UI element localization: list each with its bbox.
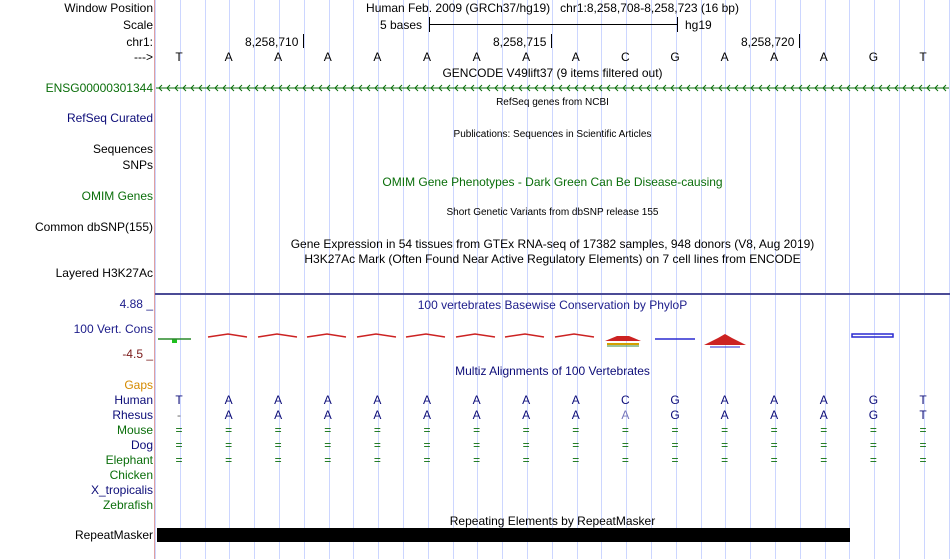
alignment-base: = <box>869 423 877 437</box>
reference-base: A <box>472 50 481 64</box>
reference-base: T <box>175 50 183 64</box>
alignment-base: T <box>919 408 927 422</box>
cons-mark <box>852 334 893 337</box>
alignment-base: = <box>522 423 530 437</box>
alignment-base: = <box>522 453 530 467</box>
alignment-base: = <box>572 438 580 452</box>
alignment-base: = <box>423 423 431 437</box>
window-position-text <box>155 1 950 15</box>
reference-base: T <box>919 50 927 64</box>
reference-base: A <box>522 50 531 64</box>
species-label[interactable]: Zebrafish <box>102 498 153 512</box>
alignment-base: = <box>820 438 828 452</box>
species-label[interactable]: Mouse <box>116 423 153 437</box>
cons-mark <box>208 334 247 337</box>
alignment-base: = <box>473 453 481 467</box>
cons-mark <box>704 334 746 345</box>
omim-track-label[interactable]: OMIM Genes <box>81 189 153 203</box>
gaps-label[interactable]: Gaps <box>124 378 153 392</box>
alignment-base: = <box>225 438 233 452</box>
alignment-base: A <box>472 393 481 407</box>
repeatmasker-track-label[interactable]: RepeatMasker <box>74 528 153 542</box>
alignment-base: A <box>819 393 828 407</box>
ruler-tick <box>551 34 552 48</box>
cons-mark <box>258 334 297 337</box>
track-group-divider <box>155 293 950 295</box>
alignment-base: = <box>274 423 282 437</box>
reference-base: A <box>819 50 828 64</box>
alignment-base: G <box>868 408 879 422</box>
alignment-base: A <box>274 393 283 407</box>
repeatmasker-track-title: Repeating Elements by RepeatMasker <box>449 514 656 528</box>
gencode-gene-feature[interactable] <box>155 81 950 95</box>
reference-base: C <box>621 50 630 64</box>
reference-base: A <box>720 50 729 64</box>
window-position-label: Window Position <box>64 1 153 15</box>
alignment-base: = <box>820 453 828 467</box>
omim-track-title: OMIM Gene Phenotypes - Dark Green Can Be Disease-causing <box>382 175 723 189</box>
conservation-track-title: 100 vertebrates Basewise Conservation by PhyloP <box>417 298 688 312</box>
alignment-base: = <box>770 453 778 467</box>
alignment-base: = <box>721 438 729 452</box>
alignment-base: = <box>324 423 332 437</box>
alignment-base: = <box>770 438 778 452</box>
alignment-base: = <box>423 438 431 452</box>
gtex-track-title: Gene Expression in 54 tissues from GTEx RNA-seq of 17382 samples, 948 donors (V8, Aug 2019) <box>290 237 815 251</box>
alignment-base: = <box>225 423 233 437</box>
scale-line <box>430 24 678 25</box>
alignment-base: A <box>373 408 382 422</box>
reference-base: A <box>571 50 580 64</box>
alignment-base: = <box>274 438 282 452</box>
alignment-base: = <box>225 453 233 467</box>
alignment-base: T <box>175 393 183 407</box>
cons-mark <box>357 334 396 337</box>
alignment-base: = <box>473 438 481 452</box>
alignment-base: = <box>423 453 431 467</box>
alignment-base: = <box>721 423 729 437</box>
gencode-track-title: GENCODE V49lift37 (9 items filtered out) <box>442 66 663 80</box>
alignment-base: = <box>820 423 828 437</box>
alignment-base: = <box>373 438 381 452</box>
reference-base: A <box>422 50 431 64</box>
db-name: hg19 <box>685 18 712 32</box>
cons-min-value: -4.5 _ <box>122 347 153 361</box>
dbsnp-track-label[interactable]: Common dbSNP(155) <box>34 220 153 234</box>
alignment-base: A <box>422 393 431 407</box>
ruler-tick <box>799 34 800 48</box>
species-label[interactable]: Elephant <box>105 453 153 467</box>
alignment-base: = <box>721 453 729 467</box>
reference-base: A <box>373 50 382 64</box>
scale-text: 5 bases <box>380 18 423 32</box>
alignment-base: A <box>323 408 332 422</box>
species-label[interactable]: Human <box>114 393 153 407</box>
reference-base: A <box>770 50 779 64</box>
alignment-base: A <box>621 408 630 422</box>
reference-base: A <box>323 50 332 64</box>
alignment-base: A <box>522 408 531 422</box>
alignment-base: = <box>274 453 282 467</box>
alignment-base: = <box>373 423 381 437</box>
reference-base: A <box>274 50 283 64</box>
scale-label: Scale <box>122 18 153 32</box>
alignment-base: T <box>919 393 927 407</box>
alignment-base: = <box>324 453 332 467</box>
repeat-element[interactable] <box>157 528 850 542</box>
sequences-track-label[interactable]: Sequences <box>92 142 153 156</box>
alignment-base: A <box>819 408 828 422</box>
conservation-track-label[interactable]: 100 Vert. Cons <box>73 322 153 336</box>
h3k27ac-track-label[interactable]: Layered H3K27Ac <box>55 266 153 280</box>
multiz-track-title: Multiz Alignments of 100 Vertebrates <box>455 364 650 378</box>
alignment-base: C <box>621 393 630 407</box>
cons-max-value: 4.88 _ <box>119 297 153 311</box>
alignment-base: = <box>522 438 530 452</box>
cons-mark <box>406 334 445 337</box>
alignment-base: = <box>671 438 679 452</box>
assembly-name: Human Feb. 2009 (GRCh37/hg19) <box>366 1 551 15</box>
alignment-base: = <box>572 453 580 467</box>
alignment-base: G <box>670 408 680 422</box>
ruler-tick-label: 8,258,720 <box>741 35 795 49</box>
alignment-base: = <box>621 453 629 467</box>
cons-mark <box>605 336 641 341</box>
alignment-base: = <box>572 423 580 437</box>
ruler-tick-label: 8,258,715 <box>493 35 547 49</box>
alignment-base: G <box>670 393 680 407</box>
alignment-base: = <box>869 438 877 452</box>
alignment-base: = <box>671 453 679 467</box>
conservation-plot[interactable] <box>155 330 950 350</box>
refseq-track-title: RefSeq genes from NCBI <box>496 97 609 108</box>
cons-mark <box>456 334 495 337</box>
alignment-base: A <box>770 393 779 407</box>
alignment-base: A <box>770 408 779 422</box>
scale-line-end <box>677 17 678 32</box>
reference-base: G <box>868 50 879 64</box>
publications-track-title: Publications: Sequences in Scientific Articles <box>453 129 652 140</box>
alignment-base: = <box>175 423 183 437</box>
species-label[interactable]: Dog <box>130 438 153 452</box>
refseq-track-label[interactable]: RefSeq Curated <box>66 111 153 125</box>
cons-mark <box>555 334 594 337</box>
alignment-base: A <box>522 393 531 407</box>
alignment-base: = <box>175 438 183 452</box>
ruler-tick-label: 8,258,710 <box>245 35 299 49</box>
alignment-base: A <box>323 393 332 407</box>
snps-track-label[interactable]: SNPs <box>122 158 153 172</box>
alignment-base: = <box>671 423 679 437</box>
alignment-base: = <box>621 423 629 437</box>
alignment-base: A <box>720 393 729 407</box>
alignment-base: A <box>224 393 233 407</box>
alignment-base: = <box>175 453 183 467</box>
chrom-label: chr1: <box>126 35 153 49</box>
alignment-base: G <box>868 393 879 407</box>
alignment-base: A <box>224 408 233 422</box>
cons-mark <box>505 334 544 337</box>
alignment-base: A <box>274 408 283 422</box>
alignment-base: = <box>324 438 332 452</box>
alignment-base: A <box>571 408 580 422</box>
alignment-base: = <box>919 438 927 452</box>
position-range: chr1:8,258,708-8,258,723 (16 bp) <box>560 1 739 15</box>
alignment-base: A <box>373 393 382 407</box>
alignment-base: A <box>472 408 481 422</box>
alignment-base: - <box>177 408 181 422</box>
alignment-base: A <box>571 393 580 407</box>
species-label[interactable]: Chicken <box>109 468 153 482</box>
alignment-base: A <box>422 408 431 422</box>
alignment-base: = <box>373 453 381 467</box>
alignment-base: = <box>919 453 927 467</box>
gencode-track-label[interactable]: ENSG00000301344 <box>45 81 153 95</box>
direction-label: ---> <box>134 50 153 64</box>
dbsnp-track-title: Short Genetic Variants from dbSNP release 155 <box>446 207 659 218</box>
species-label[interactable]: X_tropicalis <box>90 483 153 497</box>
alignment-base: = <box>621 438 629 452</box>
scale-line-start <box>429 17 430 32</box>
alignment-base: = <box>770 423 778 437</box>
alignment-base: = <box>473 423 481 437</box>
cons-mark <box>307 334 346 337</box>
species-label[interactable]: Rhesus <box>112 408 153 422</box>
ruler-tick <box>303 34 304 48</box>
reference-base: A <box>224 50 233 64</box>
h3k27ac-track-title: H3K27Ac Mark (Often Found Near Active Regulatory Elements) on 7 cell lines from ENCODE <box>304 252 801 266</box>
alignment-base: = <box>919 423 927 437</box>
reference-base: G <box>670 50 680 64</box>
alignment-base: = <box>869 453 877 467</box>
alignment-base: A <box>720 408 729 422</box>
